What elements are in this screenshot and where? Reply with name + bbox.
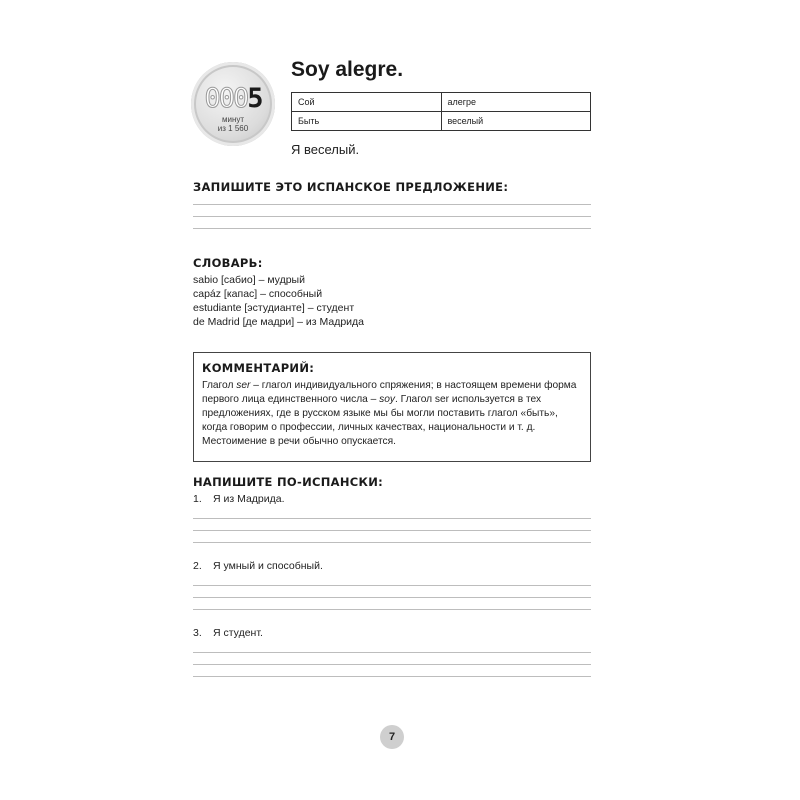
sentence-translation: Я веселый. xyxy=(291,142,360,157)
timer-digits: 0005 xyxy=(204,83,262,114)
answer-lines[interactable] xyxy=(193,585,591,621)
writing-lines[interactable] xyxy=(193,204,591,240)
exercise-item: 3. Я студент. xyxy=(193,627,263,639)
timer-badge xyxy=(191,62,275,146)
answer-line[interactable] xyxy=(193,609,591,610)
exercise-item: 2. Я умный и способный. xyxy=(193,560,323,572)
vocabulary-item: de Madrid [де мадри] – из Мадрида xyxy=(193,316,364,328)
answer-line[interactable] xyxy=(193,597,591,598)
answer-line[interactable] xyxy=(193,530,591,531)
table-cell: Сой xyxy=(292,93,442,112)
table-cell: алегре xyxy=(441,93,591,112)
exercises-heading: НАПИШИТЕ ПО-ИСПАНСКИ: xyxy=(193,475,384,489)
timer-unit-label: минут xyxy=(221,115,245,124)
answer-line[interactable] xyxy=(193,542,591,543)
timer-total-label: из 1 560 xyxy=(217,124,249,133)
vocabulary-item: estudiante [эстудианте] – студент xyxy=(193,302,355,314)
vocabulary-item: sabio [сабио] – мудрый xyxy=(193,274,305,286)
comment-box xyxy=(193,352,591,462)
answer-lines[interactable] xyxy=(193,518,591,554)
table-row xyxy=(292,112,591,131)
table-row xyxy=(292,93,591,112)
transcription-table xyxy=(291,92,591,131)
lesson-title: Soy alegre. xyxy=(291,58,404,81)
answer-line[interactable] xyxy=(193,652,591,653)
table-cell: веселый xyxy=(441,112,591,131)
answer-line[interactable] xyxy=(193,585,591,586)
exercise-item: 1. Я из Мадрида. xyxy=(193,493,285,505)
vocabulary-heading: СЛОВАРЬ: xyxy=(193,256,263,270)
write-heading: ЗАПИШИТЕ ЭТО ИСПАНСКОЕ ПРЕДЛОЖЕНИЕ: xyxy=(193,180,509,194)
writing-line[interactable] xyxy=(193,216,591,217)
answer-line[interactable] xyxy=(193,518,591,519)
vocabulary-list xyxy=(193,273,364,329)
comment-text: Глагол ser – глагол индивидуального спряжения; в настоящем времени форма первого лица единственного числа – soy. Глагол ser используется в тех предложениях, где в русском языке мы бы могли поставить глагол «быть», когда говорим о профессии, личных качествах, национальности и т. д. Местоимение в речи обычно опускается. xyxy=(202,380,577,447)
vocabulary-item: capáz [капас] – способный xyxy=(193,288,323,300)
answer-line[interactable] xyxy=(193,676,591,677)
comment-heading: КОММЕНТАРИЙ: xyxy=(202,361,315,375)
writing-line[interactable] xyxy=(193,204,591,205)
table-cell: Быть xyxy=(292,112,442,131)
answer-lines[interactable] xyxy=(193,652,591,688)
writing-line[interactable] xyxy=(193,228,591,229)
page-number: 7 xyxy=(380,725,404,749)
answer-line[interactable] xyxy=(193,664,591,665)
